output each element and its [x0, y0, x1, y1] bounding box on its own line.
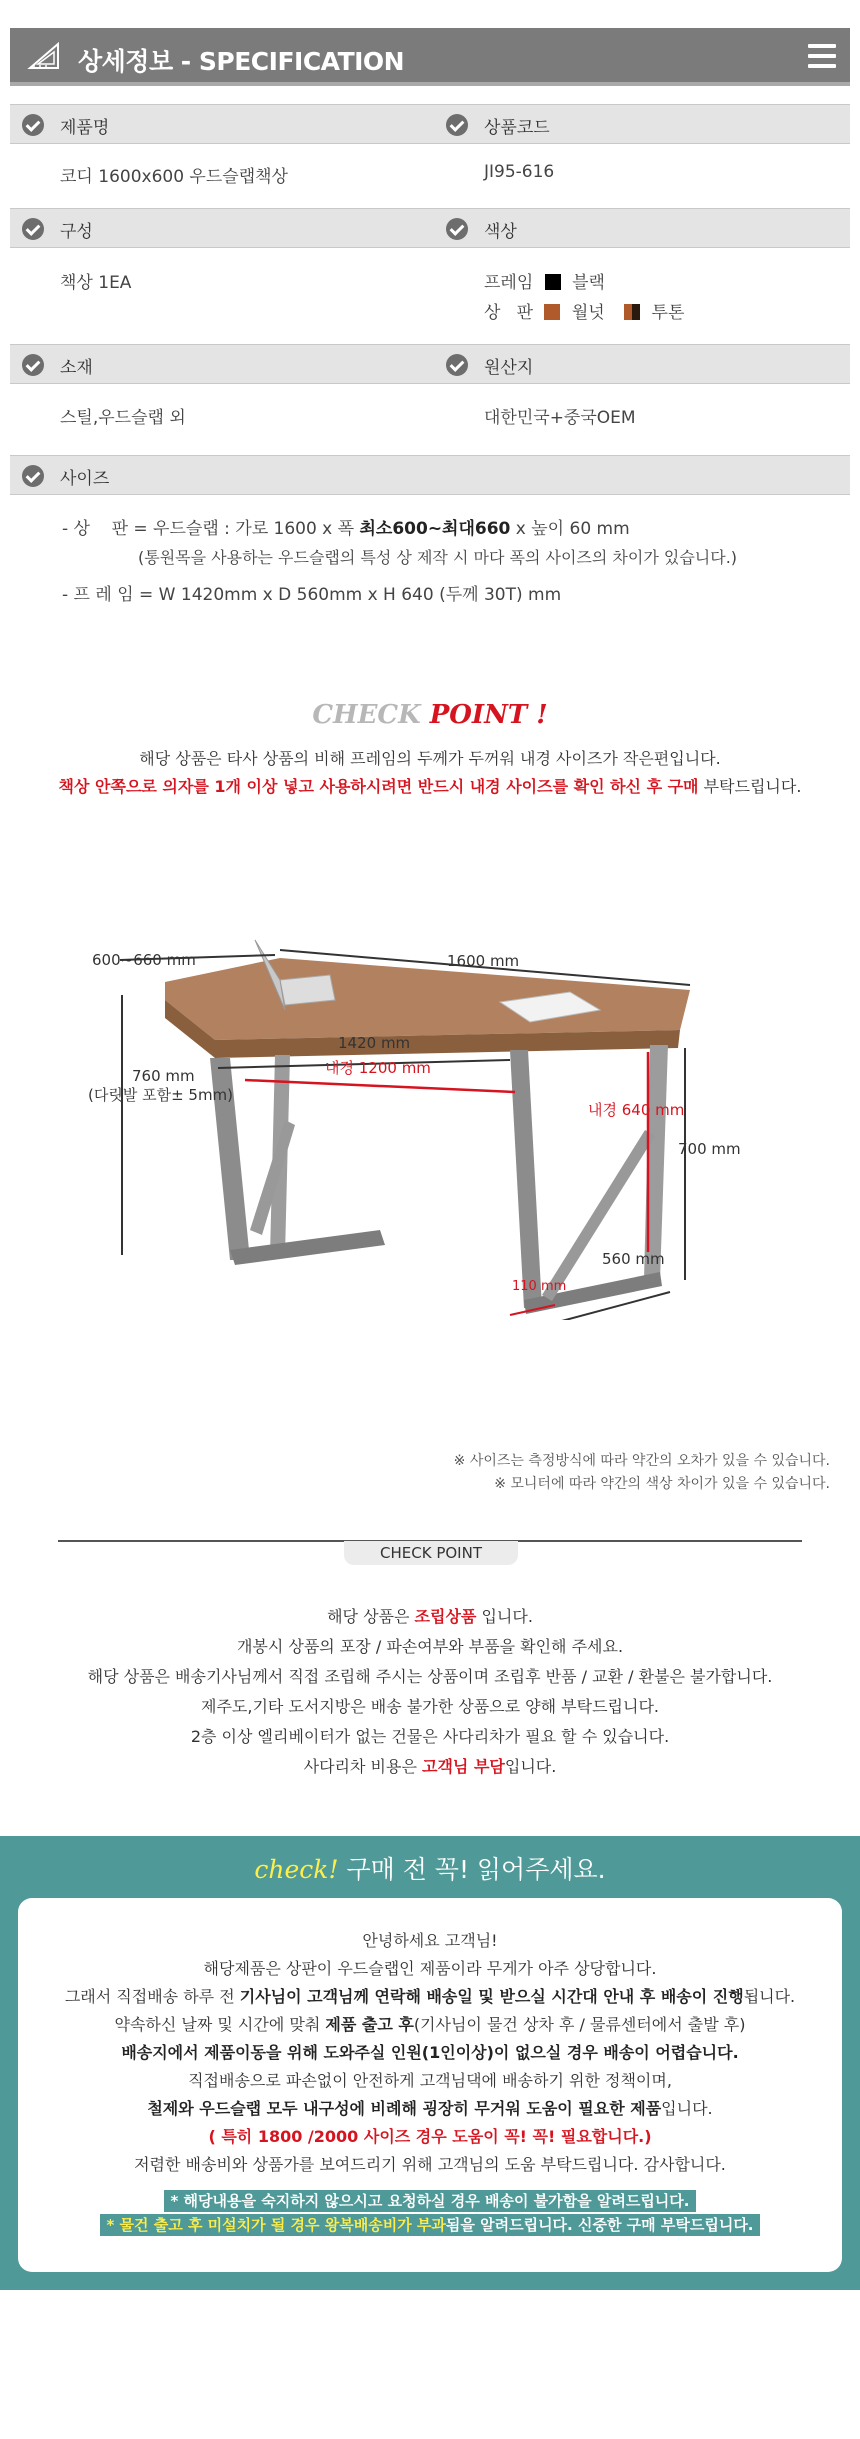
spec-label-composition — [22, 209, 93, 249]
width-label: 1600 mm — [447, 952, 520, 970]
rb-line9: 저렴한 배송비와 상품가를 보여드리기 위해 고객님의 도움 부탁드립니다. 감사합니다. — [134, 2155, 726, 2174]
black-swatch — [545, 274, 561, 290]
spec-label-color — [446, 209, 517, 249]
check-circle-icon — [446, 218, 468, 240]
rb-line5 — [0, 2040, 860, 2063]
spec-header-row — [10, 455, 850, 495]
page-header — [10, 28, 850, 86]
label-text: 색상 — [484, 221, 517, 242]
rb-text: 입니다. — [661, 2099, 713, 2118]
note-size-error: ※ 사이즈는 측정방식에 따라 약간의 오차가 있을 수 있습니다. — [453, 1453, 830, 1469]
size-frame-line: - 프 레 임 = W 1420mm x D 560mm x H 640 (두께 30T) mm — [62, 585, 562, 605]
spec-label-size — [22, 456, 109, 496]
rb-line8 — [0, 2124, 860, 2147]
size-top-suffix: x 높이 60 mm — [510, 519, 630, 539]
spec-label-product-code — [446, 105, 550, 145]
check-circle-icon — [22, 218, 44, 240]
frame-depth-label: 560 mm — [602, 1250, 665, 1268]
size-top-prefix: - 상 판 = 우드슬랩 : 가로 1600 x 폭 — [62, 519, 360, 539]
top-color-row — [484, 298, 684, 323]
rb-bold: 제품 출고 후 — [325, 2015, 414, 2034]
highlight-yellow: * 물건 출고 후 미설치가 될 경우 왕복배송비가 부과 — [106, 2216, 446, 2234]
check-circle-icon — [22, 354, 44, 376]
label-text: 원산지 — [484, 357, 534, 378]
spec-header-row — [10, 104, 850, 144]
frame-height-label: 700 mm — [678, 1140, 741, 1158]
size-top-line — [62, 514, 630, 539]
rb-bold: 철제와 우드슬랩 모두 내구성에 비례해 굉장히 무거워 도움이 필요한 제품 — [147, 2099, 662, 2118]
depth-label: 600~660 mm — [92, 951, 196, 969]
read-before-buy-title — [0, 1850, 860, 1886]
ruler-triangle-icon — [26, 42, 62, 72]
top-color-walnut: 월넛 — [571, 303, 605, 323]
desk-dimension-diagram — [80, 900, 760, 1320]
composition-value: 책상 1EA — [60, 273, 132, 293]
top-label: 상 판 — [484, 303, 534, 323]
rb-line6: 직접배송으로 파손없이 안전하게 고객님댁에 배송하기 위한 정책이며, — [188, 2071, 672, 2090]
notice-line1 — [0, 1604, 860, 1627]
rb-bold: 배송지에서 제품이동을 위해 도와주실 인원(1인이상)이 없으실 경우 배송이 어렵습니다. — [121, 2043, 739, 2062]
checkpoint-line2-tail: 부탁드립니다. — [698, 777, 802, 796]
checkpoint-line2 — [0, 774, 860, 797]
checkpoint-title-a: CHECK — [312, 700, 430, 730]
notice-text: 입니다. — [476, 1607, 533, 1626]
spec-header-row — [10, 208, 850, 248]
rb-text: 그래서 직접배송 하루 전 — [64, 1987, 240, 2006]
tabletop — [165, 958, 690, 1040]
left-foot-bar — [230, 1230, 385, 1265]
walnut-swatch — [544, 304, 560, 320]
highlight-text: * 해당내용을 숙지하지 않으시고 요청하실 경우 배송이 불가함을 알려드립니다. — [164, 2190, 695, 2212]
frame-color: 블랙 — [572, 273, 605, 293]
inner-height-label: 내경 640 mm — [588, 1101, 685, 1119]
check-circle-icon — [446, 114, 468, 136]
notice-line2: 개봉시 상품의 포장 / 파손여부와 부품을 확인해 주세요. — [236, 1637, 624, 1656]
frame-label: 프레임 — [484, 273, 534, 293]
check-word: check! — [254, 1855, 339, 1884]
notice-text: 해당 상품은 — [327, 1607, 415, 1626]
rb-line1: 안녕하세요 고객님! — [362, 1931, 498, 1950]
note-color-diff: ※ 모니터에 따라 약간의 색상 차이가 있을 수 있습니다. — [494, 1476, 830, 1492]
label-text: 상품코드 — [484, 117, 550, 138]
checkpoint-line2-red: 책상 안쪽으로 의자를 1개 이상 넣고 사용하시려면 반드시 내경 사이즈를 확인 하신 후 구매 — [58, 777, 699, 796]
rb-line4 — [0, 2012, 860, 2035]
check-circle-icon — [446, 354, 468, 376]
check-circle-icon — [22, 465, 44, 487]
product-code-value: JI95-616 — [484, 162, 555, 182]
highlight-text — [100, 2214, 759, 2236]
frame-color-row — [484, 268, 605, 293]
total-height-note: (다릿발 포함± 5mm) — [88, 1086, 234, 1104]
notice-red: 고객님 부담 — [422, 1757, 505, 1776]
notice-text: 사다리차 비용은 — [303, 1757, 423, 1776]
checkpoint-title — [0, 700, 860, 730]
checkpoint-title-b: POINT ! — [429, 700, 548, 730]
rb-line2: 해당제품은 상판이 우드슬랩인 제품이라 무게가 아주 상당합니다. — [203, 1959, 657, 1978]
product-name-value: 코디 1600x600 우드슬랩책상 — [60, 167, 288, 187]
spec-label-material — [22, 345, 93, 385]
notice-line5: 2층 이상 엘리베이터가 없는 건물은 사다리차가 필요 할 수 있습니다. — [190, 1727, 670, 1746]
title-main: 구매 전 꼭! 읽어주세요. — [338, 1855, 606, 1884]
size-top-bold: 최소600~최대660 — [359, 519, 511, 539]
right-leg-front — [510, 1050, 542, 1308]
size-top-note: (통원목을 사용하는 우드슬랩의 특성 상 제작 시 마다 폭의 사이즈의 차이가 있습니다.) — [138, 548, 738, 567]
notice-text: 입니다. — [504, 1757, 557, 1776]
rb-text: (기사님이 물건 상차 후 / 물류센터에서 출발 후) — [413, 2015, 746, 2034]
checkpoint-line1: 해당 상품은 타사 상품의 비해 프레임의 두께가 두꺼워 내경 사이즈가 작은편입니다. — [139, 749, 721, 768]
rb-text: 됩니다. — [743, 1987, 796, 2006]
inner-width-label: 내경 1200 mm — [325, 1059, 431, 1077]
label-text: 구성 — [60, 221, 93, 242]
highlight-white: 됨을 알려드립니다. 신중한 구매 부탁드립니다. — [445, 2216, 754, 2234]
rb-bold: 기사님이 고객님께 연락해 배송일 및 받으실 시간대 안내 후 배송이 진행 — [239, 1987, 744, 2006]
notice-red: 조립상품 — [414, 1607, 477, 1626]
notice-line3: 해당 상품은 배송기사님께서 직접 조립해 주시는 상품이며 조립후 반품 / 교환 / 환불은 불가합니다. — [87, 1667, 773, 1686]
label-text: 사이즈 — [60, 468, 110, 489]
top-color-twotone: 투톤 — [651, 303, 685, 323]
check-circle-icon — [22, 114, 44, 136]
notice-line6 — [0, 1754, 860, 1777]
total-height-label: 760 mm — [132, 1067, 195, 1085]
rb-red: ( 특히 1800 /2000 사이즈 경우 도움이 꼭! 꼭! 필요합니다.) — [208, 2127, 652, 2146]
spec-header-row — [10, 344, 850, 384]
label-text: 제품명 — [60, 117, 110, 138]
frame-width-label: 1420 mm — [338, 1034, 411, 1052]
notice-line4: 제주도,기타 도서지방은 배송 불가한 상품으로 양해 부탁드립니다. — [200, 1697, 659, 1716]
spec-label-product-name — [22, 105, 109, 145]
rb-line7 — [0, 2096, 860, 2119]
laptop — [280, 975, 335, 1005]
checkpoint-tab: CHECK POINT — [344, 1541, 518, 1565]
highlight-line1 — [0, 2190, 860, 2211]
page-title: 상세정보 - SPECIFICATION — [78, 47, 405, 76]
menu-icon[interactable] — [808, 44, 836, 68]
twotone-swatch — [624, 304, 640, 320]
label-text: 소재 — [60, 357, 93, 378]
material-value: 스틸,우드슬랩 외 — [60, 408, 186, 428]
right-brace — [542, 1130, 655, 1301]
rb-line3 — [0, 1984, 860, 2007]
foot-label: 110 mm — [512, 1279, 567, 1294]
spec-label-origin — [446, 345, 533, 385]
highlight-line2 — [0, 2214, 860, 2235]
rb-text: 약속하신 날짜 및 시간에 맞춰 — [114, 2015, 326, 2034]
origin-value: 대한민국+중국OEM — [484, 408, 636, 428]
